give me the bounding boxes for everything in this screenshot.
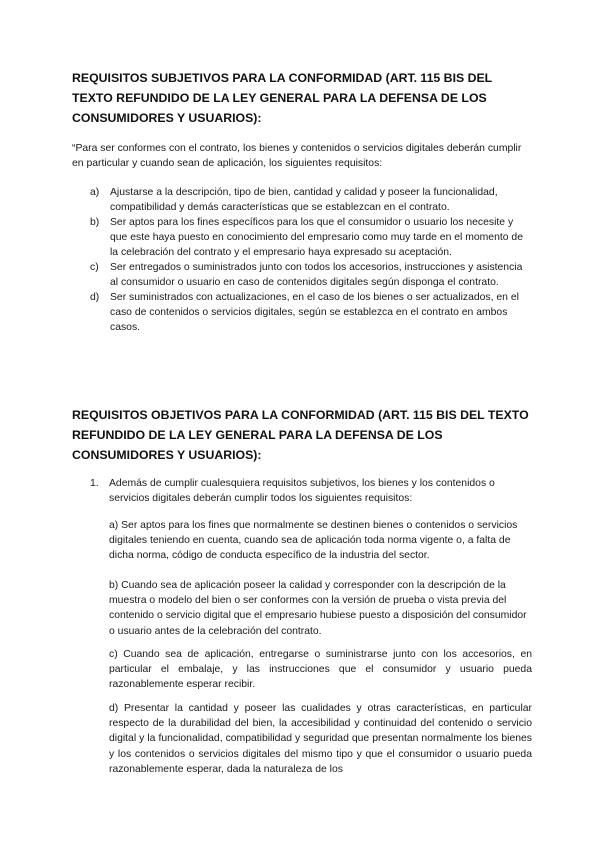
intro-paragraph: “Para ser conformes con el contrato, los bienes y contenidos o servicios digitales deberán cumplir en particular y cuando sean de aplicación, los siguientes requisitos: xyxy=(72,143,522,169)
list-item xyxy=(72,290,532,335)
list-marker: d) xyxy=(90,292,100,303)
subitem-c: c) Cuando sea de aplicación, entregarse o suministrarse junto con los accesorios, en particular el embalaje, y las instrucciones que el consumidor y usuario pueda razonablemente esperar recibir. xyxy=(109,649,532,691)
numbered-item xyxy=(72,476,532,506)
section-heading-objective-requirements: REQUISITOS OBJETIVOS PARA LA CONFORMIDAD (ART. 115 BIS DEL TEXTO REFUNDIDO DE LA LEY GENERAL PARA LA DEFENSA DE LOS CONSUMIDORES Y USUARIOS): xyxy=(72,408,529,462)
list-item xyxy=(72,260,532,290)
list-item-text: Ser suministrados con actualizaciones, en el caso de los bienes o ser actualizados, en el caso de contenidos o servicios digitales, según se establezca en el contrato en ambos casos. xyxy=(110,292,519,333)
subjective-requirements-list xyxy=(72,185,532,335)
list-item xyxy=(72,215,532,260)
list-marker: c) xyxy=(90,262,99,273)
list-marker: a) xyxy=(90,187,100,198)
subitem-d: d) Presentar la cantidad y poseer las cualidades y otras características, en particular respecto de la durabilidad del bien, la accesibilidad y continuidad del contenido o servicio digital y la funcionalidad, compatibilidad y seguridad que presentan normalmente los bienes y los contenidos o servicios digitales del mismo tipo y que el consumidor o usuario pueda razonablemente esperar, dada la naturaleza de los xyxy=(109,703,532,775)
subitem-a: a) Ser aptos para los fines que normalmente se destinen bienes o contenidos o servicios digitales teniendo en cuenta, cuando sea de aplicación toda norma vigente o, a falta de dicha norma, código de conducta específico de la industria del sector. xyxy=(109,520,518,562)
list-item xyxy=(72,185,532,215)
numbered-item-text: Además de cumplir cualesquiera requisitos subjetivos, los bienes y los contenidos o servicios digitales deberán cumplir todos los siguientes requisitos: xyxy=(109,478,495,504)
list-item-text: Ajustarse a la descripción, tipo de bien, cantidad y calidad y poseer la funcionalidad, compatibilidad y demás características que se establezcan en el contrato. xyxy=(110,187,498,213)
section-heading-subjective-requirements: REQUISITOS SUBJETIVOS PARA LA CONFORMIDAD (ART. 115 BIS DEL TEXTO REFUNDIDO DE LA LEY GENERAL PARA LA DEFENSA DE LOS CONSUMIDORES Y USUARIOS): xyxy=(72,71,492,125)
list-item-text: Ser entregados o suministrados junto con todos los accesorios, instrucciones y asistencia al consumidor o usuario en caso de contenidos digitales según disponga el contrato. xyxy=(110,262,523,288)
subitem-b: b) Cuando sea de aplicación poseer la calidad y corresponder con la descripción de la muestra o modelo del bien o ser conformes con la versión de prueba o vista previa del contenido o servicio digital que el empresario hubiese puesto a disposición del consumidor o usuario antes de la celebración del contrato. xyxy=(109,580,527,637)
list-marker: b) xyxy=(90,217,100,228)
list-item-text: Ser aptos para los fines específicos para los que el consumidor o usuario los necesite y que este haya puesto en conocimiento del empresario como muy tarde en el momento de la celebración del contrato y el empresario haya expresado su aceptación. xyxy=(110,217,523,258)
numbered-item-marker: 1. xyxy=(90,478,99,489)
